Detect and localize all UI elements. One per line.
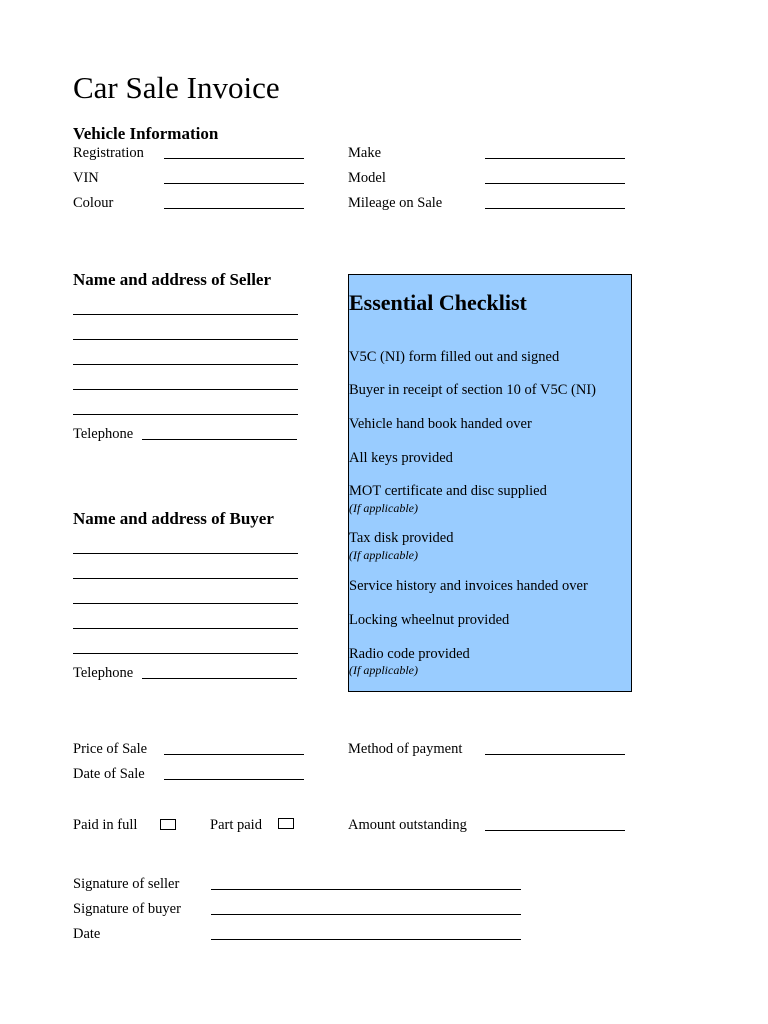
buyer-address-line[interactable] bbox=[73, 653, 298, 654]
mileage-field[interactable] bbox=[485, 208, 625, 209]
checklist-item: All keys provided bbox=[349, 450, 453, 466]
mileage-label: Mileage on Sale bbox=[348, 195, 443, 211]
seller-address-line[interactable] bbox=[73, 314, 298, 315]
seller-telephone-field[interactable] bbox=[142, 439, 297, 440]
buyer-address-line[interactable] bbox=[73, 628, 298, 629]
registration-field[interactable] bbox=[164, 158, 304, 159]
signature-date-field[interactable] bbox=[211, 939, 521, 940]
seller-telephone-label: Telephone bbox=[73, 426, 134, 442]
checklist-item: Tax disk provided bbox=[349, 530, 454, 546]
model-field[interactable] bbox=[485, 183, 625, 184]
paid-in-full-label: Paid in full bbox=[73, 817, 138, 833]
paid-in-full-checkbox[interactable] bbox=[160, 819, 176, 830]
price-of-sale-label: Price of Sale bbox=[73, 741, 148, 757]
model-label: Model bbox=[348, 170, 386, 186]
checklist-item-note: (If applicable) bbox=[349, 501, 418, 515]
buyer-address-line[interactable] bbox=[73, 603, 298, 604]
checklist-item: Locking wheelnut provided bbox=[349, 612, 510, 628]
seller-address-line[interactable] bbox=[73, 339, 298, 340]
amount-outstanding-label: Amount outstanding bbox=[348, 817, 467, 833]
amount-outstanding-field[interactable] bbox=[485, 830, 625, 831]
checklist-item: Vehicle hand book handed over bbox=[349, 416, 532, 432]
seller-heading: Name and address of Seller bbox=[73, 270, 272, 289]
signature-date-label: Date bbox=[73, 926, 101, 942]
part-paid-label: Part paid bbox=[210, 817, 262, 833]
checklist-item: Buyer in receipt of section 10 of V5C (NI) bbox=[349, 382, 596, 398]
colour-field[interactable] bbox=[164, 208, 304, 209]
make-label: Make bbox=[348, 145, 382, 161]
checklist-item: Radio code provided bbox=[349, 646, 470, 662]
seller-address-line[interactable] bbox=[73, 389, 298, 390]
method-of-payment-field[interactable] bbox=[485, 754, 625, 755]
date-of-sale-field[interactable] bbox=[164, 779, 304, 780]
buyer-address-line[interactable] bbox=[73, 553, 298, 554]
checklist-item: MOT certificate and disc supplied bbox=[349, 483, 547, 499]
buyer-signature-label: Signature of buyer bbox=[73, 901, 181, 917]
page-title: Car Sale Invoice bbox=[73, 70, 280, 105]
colour-label: Colour bbox=[73, 195, 114, 211]
buyer-address-line[interactable] bbox=[73, 578, 298, 579]
checklist-item-note: (If applicable) bbox=[349, 663, 418, 677]
method-of-payment-label: Method of payment bbox=[348, 741, 463, 757]
checklist-item: V5C (NI) form filled out and signed bbox=[349, 349, 560, 365]
price-of-sale-field[interactable] bbox=[164, 754, 304, 755]
make-field[interactable] bbox=[485, 158, 625, 159]
vin-field[interactable] bbox=[164, 183, 304, 184]
seller-address-line[interactable] bbox=[73, 364, 298, 365]
buyer-heading: Name and address of Buyer bbox=[73, 509, 274, 528]
date-of-sale-label: Date of Sale bbox=[73, 766, 145, 782]
checklist-item-note: (If applicable) bbox=[349, 548, 418, 562]
seller-address-line[interactable] bbox=[73, 414, 298, 415]
seller-signature-field[interactable] bbox=[211, 889, 521, 890]
part-paid-checkbox[interactable] bbox=[278, 818, 294, 829]
registration-label: Registration bbox=[73, 145, 144, 161]
checklist-title: Essential Checklist bbox=[349, 290, 527, 315]
seller-signature-label: Signature of seller bbox=[73, 876, 180, 892]
checklist-item: Service history and invoices handed over bbox=[349, 578, 588, 594]
vin-label: VIN bbox=[73, 170, 99, 186]
vehicle-info-heading: Vehicle Information bbox=[73, 124, 219, 143]
buyer-signature-field[interactable] bbox=[211, 914, 521, 915]
essential-checklist-box bbox=[348, 274, 632, 692]
buyer-telephone-field[interactable] bbox=[142, 678, 297, 679]
buyer-telephone-label: Telephone bbox=[73, 665, 134, 681]
